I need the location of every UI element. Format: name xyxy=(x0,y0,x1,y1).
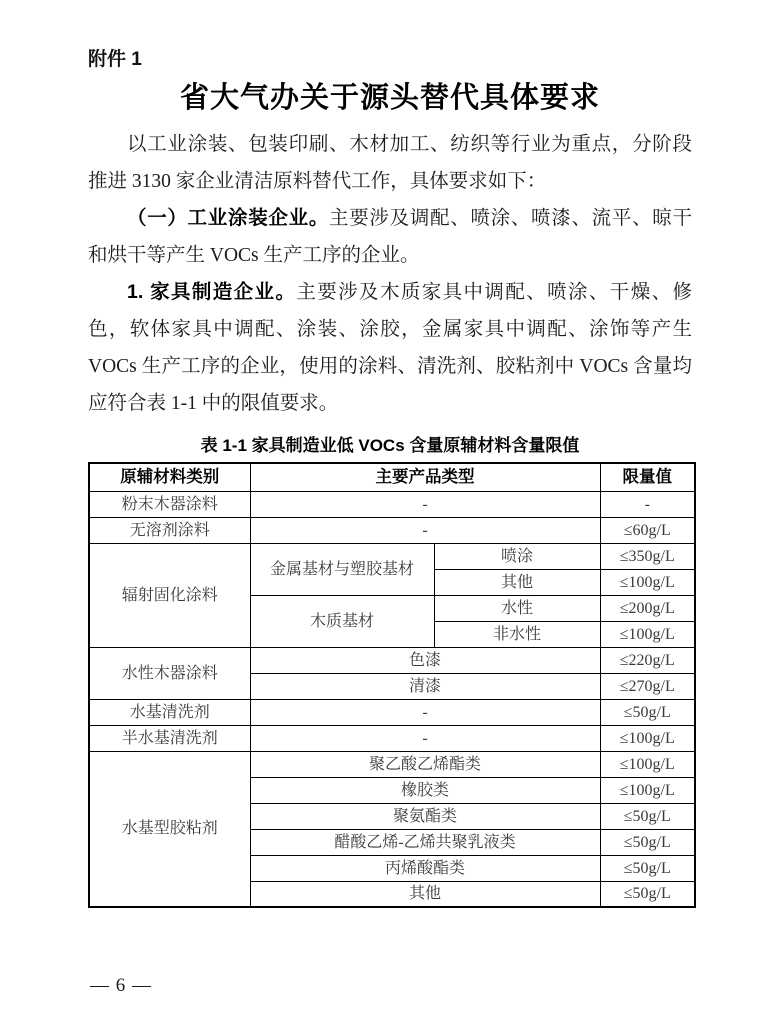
cell-product: 聚乙酸乙烯酯类 xyxy=(250,751,600,777)
paragraph-industrial-coating-text: 主要涉及调配、喷涂、喷漆、流平、晾干和烘干等产生 VOCs 生产工序的企业。 xyxy=(88,208,692,266)
cell-product: - xyxy=(250,491,600,517)
cell-material: 水性木器涂料 xyxy=(89,647,250,699)
cell-product: 聚氨酯类 xyxy=(250,803,600,829)
table-header-row xyxy=(89,463,695,491)
cell-limit: ≤60g/L xyxy=(600,517,695,543)
cell-product: 清漆 xyxy=(250,673,600,699)
cell-limit: - xyxy=(600,491,695,517)
body-text xyxy=(88,126,692,422)
table-row xyxy=(89,725,695,751)
cell-material: 水基清洗剂 xyxy=(89,699,250,725)
cell-product: 非水性 xyxy=(434,621,600,647)
cell-limit: ≤50g/L xyxy=(600,855,695,881)
header-limit-value: 限量值 xyxy=(600,463,695,491)
cell-product: - xyxy=(250,517,600,543)
cell-product: 丙烯酸酯类 xyxy=(250,855,600,881)
cell-product: 其他 xyxy=(250,881,600,907)
paragraph-furniture-text: 主要涉及木质家具中调配、喷涂、干燥、修色，软体家具中调配、涂装、涂胶，金属家具中调配、涂饰等产生 VOCs 生产工序的企业，使用的涂料、清洗剂、胶粘剂中 VOCs 含量均应符合表 1-1 中的限值要求。 xyxy=(88,282,692,414)
paragraph-furniture-lead: 1. 家具制造企业。 xyxy=(127,281,297,303)
voc-limits-table xyxy=(88,462,696,908)
cell-limit: ≤100g/L xyxy=(600,777,695,803)
cell-product: - xyxy=(250,725,600,751)
cell-limit: ≤220g/L xyxy=(600,647,695,673)
attachment-label: 附件 1 xyxy=(88,49,142,70)
table-caption: 表 1-1 家具制造业低 VOCs 含量原辅材料含量限值 xyxy=(200,436,580,455)
paragraph-industrial-coating-lead: （一）工业涂装企业。 xyxy=(127,207,330,229)
cell-product: 橡胶类 xyxy=(250,777,600,803)
table-row xyxy=(89,517,695,543)
header-material-category: 原辅材料类别 xyxy=(89,463,250,491)
cell-substrate: 金属基材与塑胶基材 xyxy=(250,543,434,595)
paragraph-intro xyxy=(88,126,692,200)
cell-limit: ≤100g/L xyxy=(600,725,695,751)
cell-limit: ≤50g/L xyxy=(600,881,695,907)
cell-limit: ≤100g/L xyxy=(600,569,695,595)
table-row xyxy=(89,699,695,725)
cell-limit: ≤50g/L xyxy=(600,829,695,855)
cell-product: 水性 xyxy=(434,595,600,621)
table-row xyxy=(89,751,695,777)
table-row xyxy=(89,491,695,517)
cell-limit: ≤200g/L xyxy=(600,595,695,621)
cell-limit: ≤100g/L xyxy=(600,621,695,647)
cell-limit: ≤350g/L xyxy=(600,543,695,569)
cell-material: 水基型胶粘剂 xyxy=(89,751,250,907)
cell-substrate: 木质基材 xyxy=(250,595,434,647)
cell-product: 其他 xyxy=(434,569,600,595)
paragraph-furniture xyxy=(88,274,692,422)
table-row xyxy=(89,647,695,673)
cell-product: - xyxy=(250,699,600,725)
cell-limit: ≤50g/L xyxy=(600,803,695,829)
cell-material: 半水基清洗剂 xyxy=(89,725,250,751)
table-row xyxy=(89,543,695,569)
paragraph-industrial-coating xyxy=(88,200,692,274)
cell-limit: ≤100g/L xyxy=(600,751,695,777)
paragraph-intro-text: 以工业涂装、包装印刷、木材加工、纺织等行业为重点，分阶段推进 3130 家企业清洁原料替代工作，具体要求如下： xyxy=(88,134,692,192)
header-product-type: 主要产品类型 xyxy=(250,463,600,491)
cell-product: 色漆 xyxy=(250,647,600,673)
page-number: — 6 — xyxy=(90,975,152,996)
cell-limit: ≤50g/L xyxy=(600,699,695,725)
cell-material: 无溶剂涂料 xyxy=(89,517,250,543)
cell-limit: ≤270g/L xyxy=(600,673,695,699)
cell-product: 醋酸乙烯-乙烯共聚乳液类 xyxy=(250,829,600,855)
cell-product: 喷涂 xyxy=(434,543,600,569)
page-title: 省大气办关于源头替代具体要求 xyxy=(179,82,600,114)
cell-material: 辐射固化涂料 xyxy=(89,543,250,647)
cell-material: 粉末木器涂料 xyxy=(89,491,250,517)
